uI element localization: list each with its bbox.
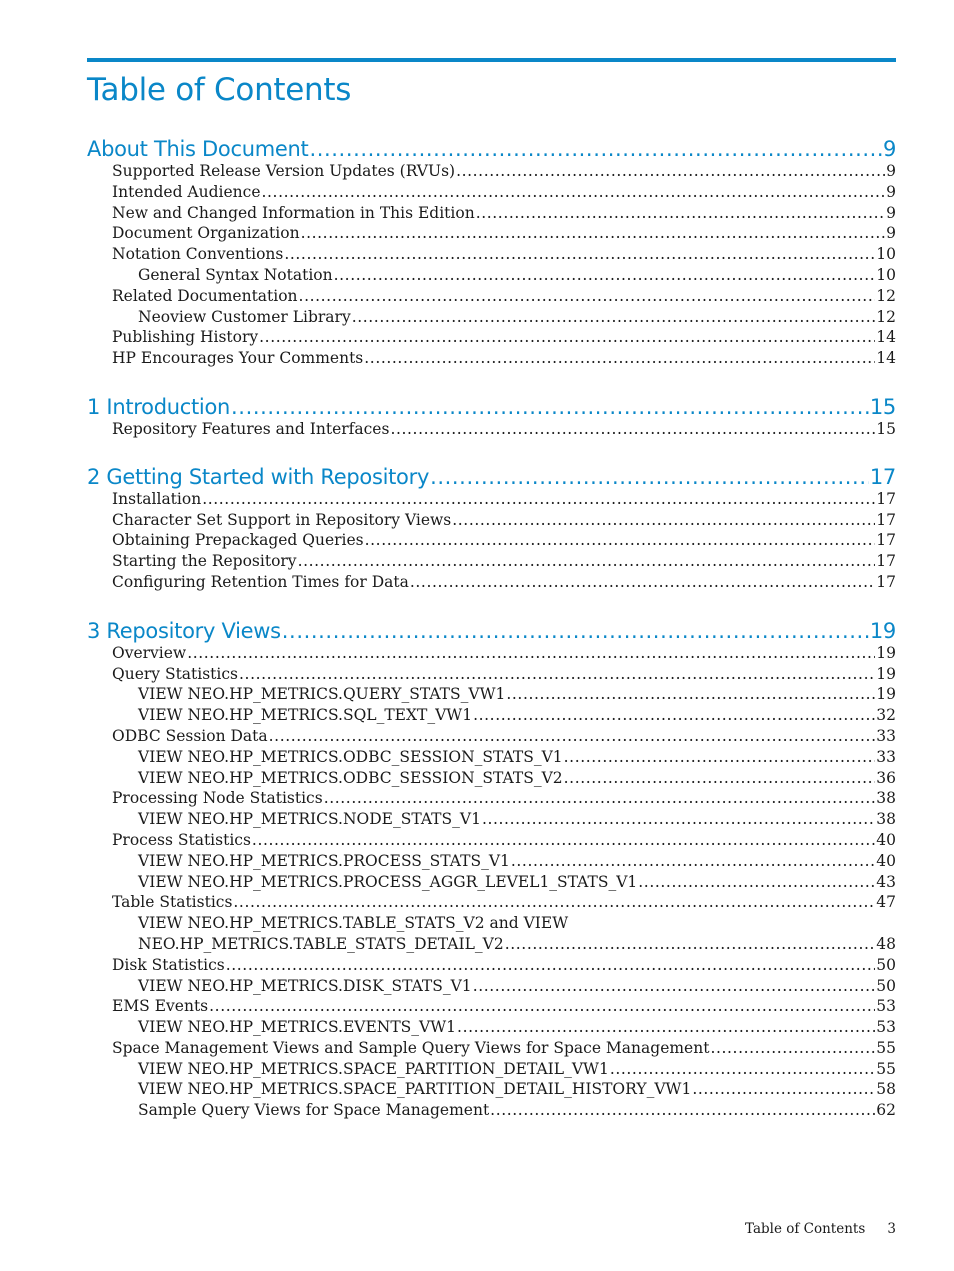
toc-entry-link[interactable] (87, 892, 896, 913)
dot-leader (252, 830, 875, 851)
entry-page-number: 33 (876, 726, 896, 745)
toc-entry-link[interactable] (87, 664, 896, 685)
entry-page-number: 47 (876, 893, 896, 912)
entry-title: Repository Features and Interfaces (112, 419, 390, 438)
dot-leader (301, 223, 886, 244)
entry-title: Installation (112, 489, 202, 508)
dot-leader (638, 872, 875, 893)
entry-title: VIEW NEO.HP_METRICS.SPACE_PARTITION_DETAIL_VW1 (138, 1059, 609, 1078)
toc-chapter-link[interactable] (87, 393, 896, 421)
entry-title: VIEW NEO.HP_METRICS.EVENTS_VW1 (138, 1018, 457, 1037)
toc-entry-link[interactable] (87, 223, 896, 244)
entry-page-number: 14 (876, 328, 896, 347)
entry-page-number: 53 (876, 997, 896, 1016)
toc-page (87, 58, 896, 1121)
toc-entry-link[interactable] (87, 1017, 896, 1038)
dot-leader (505, 934, 876, 955)
dot-leader (473, 705, 875, 726)
entry-page-number: 40 (876, 851, 896, 870)
dot-leader (259, 327, 875, 348)
entry-title: VIEW NEO.HP_METRICS.PROCESS_AGGR_LEVEL1_STATS_V1 (138, 872, 638, 891)
toc-entry-link[interactable] (87, 747, 896, 768)
entry-title: Configuring Retention Times for Data (112, 572, 409, 591)
entry-page-number: 38 (876, 789, 896, 808)
entry-page-number: 12 (876, 307, 896, 326)
toc-entry-link[interactable] (87, 913, 896, 934)
entry-page-number: 9 (886, 224, 896, 243)
dot-leader (506, 684, 875, 705)
dot-leader (456, 161, 885, 182)
dot-leader (457, 1017, 875, 1038)
entry-title: VIEW NEO.HP_METRICS.ODBC_SESSION_STATS_V2 (138, 768, 563, 787)
entry-title: Related Documentation (112, 286, 298, 305)
entry-title: VIEW NEO.HP_METRICS.NODE_STATS_V1 (138, 810, 481, 829)
toc-entry-link[interactable] (87, 203, 896, 224)
entry-title: HP Encourages Your Comments (112, 349, 364, 368)
entry-page-number: 48 (876, 934, 896, 953)
toc-entry-link[interactable] (87, 348, 896, 369)
dot-leader (262, 182, 886, 203)
toc-chapter-link[interactable] (87, 617, 896, 645)
toc-entry-link[interactable] (87, 976, 896, 997)
dot-leader (390, 419, 875, 440)
entry-title: VIEW NEO.HP_METRICS.SPACE_PARTITION_DETAIL_HISTORY_VW1 (138, 1080, 692, 1099)
entry-title: EMS Events (112, 997, 209, 1016)
entry-title: Processing Node Statistics (112, 789, 323, 808)
dot-leader (692, 1079, 875, 1100)
chapter-title: About This Document (87, 137, 309, 161)
entry-page-number: 58 (876, 1080, 896, 1099)
toc-entry-link[interactable] (87, 265, 896, 286)
dot-leader (231, 393, 869, 421)
toc-entry-link[interactable] (87, 572, 896, 593)
toc-entry-link[interactable] (87, 809, 896, 830)
entry-title: Document Organization (112, 224, 300, 243)
toc-entry-link[interactable] (87, 955, 896, 976)
dot-leader (511, 851, 875, 872)
toc-entry-link[interactable] (87, 830, 896, 851)
dot-leader (364, 348, 875, 369)
chapter-page-number: 17 (869, 464, 896, 489)
toc-entry-link[interactable] (87, 307, 896, 328)
dot-leader (334, 265, 876, 286)
entry-title: Space Management Views and Sample Query Views for Space Management (112, 1038, 710, 1057)
toc-entry-link[interactable] (87, 996, 896, 1017)
entry-page-number: 19 (876, 643, 896, 662)
entry-title: Overview (112, 643, 187, 662)
dot-leader (299, 286, 876, 307)
toc-list (87, 135, 896, 1121)
entry-title: Intended Audience (112, 182, 261, 201)
toc-entry-link[interactable] (87, 327, 896, 348)
toc-entry-link[interactable] (87, 684, 896, 705)
entry-page-number: 55 (876, 1038, 896, 1057)
dot-leader (239, 664, 875, 685)
entry-title: VIEW NEO.HP_METRICS.ODBC_SESSION_STATS_V1 (138, 747, 563, 766)
dot-leader (564, 768, 876, 789)
entry-title: VIEW NEO.HP_METRICS.DISK_STATS_V1 (138, 976, 472, 995)
entry-page-number: 50 (876, 976, 896, 995)
entry-title: Table Statistics (112, 893, 233, 912)
toc-entry-link[interactable] (87, 705, 896, 726)
toc-chapter-link[interactable] (87, 135, 896, 163)
entry-page-number: 50 (876, 955, 896, 974)
dot-leader (233, 892, 875, 913)
toc-entry-link[interactable] (87, 788, 896, 809)
entry-title: VIEW NEO.HP_METRICS.TABLE_STATS_V2 and VIEW (138, 914, 569, 933)
entry-title: VIEW NEO.HP_METRICS.SQL_TEXT_VW1 (138, 706, 473, 725)
page-title: Table of Contents (87, 72, 352, 108)
toc-entry-link[interactable] (87, 530, 896, 551)
dot-leader (226, 955, 876, 976)
entry-title: Sample Query Views for Space Management (138, 1101, 490, 1120)
entry-page-number: 17 (876, 489, 896, 508)
dot-leader (564, 747, 876, 768)
entry-page-number: 32 (876, 706, 896, 725)
dot-leader (365, 530, 876, 551)
entry-page-number: 12 (876, 286, 896, 305)
dot-leader (452, 510, 875, 531)
toc-entry-link[interactable] (87, 1079, 896, 1100)
header-rule (87, 58, 896, 62)
toc-entry-link[interactable] (87, 1038, 896, 1059)
chapter-page-number: 15 (869, 394, 896, 419)
entry-page-number: 43 (876, 872, 896, 891)
dot-leader (324, 788, 876, 809)
toc-entry-link[interactable] (87, 872, 896, 893)
dot-leader (309, 135, 881, 163)
toc-entry-link[interactable] (87, 1059, 896, 1080)
entry-title: Supported Release Version Updates (RVUs) (112, 162, 456, 180)
entry-page-number: 10 (876, 245, 896, 264)
entry-page-number: 17 (876, 572, 896, 591)
toc-entry-link[interactable] (87, 182, 896, 203)
entry-title: Process Statistics (112, 830, 251, 849)
entry-title: Publishing History (112, 328, 259, 347)
dot-leader (430, 463, 869, 491)
toc-entry-link[interactable] (87, 419, 896, 440)
footer-label: Table of Contents (745, 1221, 866, 1237)
dot-leader (482, 809, 875, 830)
chapter-title: 3 Repository Views (87, 618, 281, 643)
dot-leader (490, 1100, 875, 1121)
entry-page-number: 15 (876, 419, 896, 438)
toc-entry-link[interactable] (87, 244, 896, 265)
entry-page-number: 36 (876, 768, 896, 787)
entry-title: Notation Conventions (112, 245, 284, 264)
entry-page-number: 53 (876, 1018, 896, 1037)
toc-entry-link[interactable] (87, 551, 896, 572)
entry-title: ODBC Session Data (112, 726, 268, 745)
entry-page-number: 17 (876, 510, 896, 529)
entry-page-number: 19 (876, 664, 896, 683)
entry-title: Neoview Customer Library (138, 307, 351, 326)
entry-page-number: 19 (876, 685, 896, 704)
toc-entry-link[interactable] (87, 161, 896, 182)
entry-page-number: 9 (886, 182, 896, 201)
toc-entry-link[interactable] (87, 934, 896, 955)
footer-page-number: 3 (887, 1221, 896, 1237)
entry-page-number: 14 (876, 349, 896, 368)
dot-leader (352, 307, 876, 328)
entry-title: General Syntax Notation (138, 265, 333, 284)
toc-entry-link[interactable] (87, 851, 896, 872)
entry-title: Starting the Repository (112, 552, 297, 571)
page-footer (745, 1221, 896, 1237)
entry-page-number: 17 (876, 552, 896, 571)
dot-leader (410, 572, 875, 593)
entry-title: Obtaining Prepackaged Queries (112, 531, 364, 550)
chapter-page-number: 19 (869, 618, 896, 643)
toc-entry-link[interactable] (87, 489, 896, 510)
dot-leader (284, 244, 875, 265)
toc-chapter-link[interactable] (87, 463, 896, 491)
dot-leader (710, 1038, 875, 1059)
entry-page-number: 40 (876, 830, 896, 849)
dot-leader (473, 976, 876, 997)
entry-title: Disk Statistics (112, 955, 225, 974)
dot-leader (269, 726, 876, 747)
entry-title: NEO.HP_METRICS.TABLE_STATS_DETAIL_V2 (138, 934, 504, 953)
dot-leader (298, 551, 876, 572)
dot-leader (202, 489, 875, 510)
chapter-title: 1 Introduction (87, 394, 231, 419)
dot-leader (282, 617, 869, 645)
entry-title: VIEW NEO.HP_METRICS.PROCESS_STATS_V1 (138, 851, 510, 870)
entry-title: Character Set Support in Repository Views (112, 510, 452, 529)
entry-page-number: 33 (876, 747, 896, 766)
dot-leader (187, 643, 875, 664)
entry-title: VIEW NEO.HP_METRICS.QUERY_STATS_VW1 (138, 685, 506, 704)
toc-entry-link[interactable] (87, 286, 896, 307)
entry-page-number: 10 (876, 265, 896, 284)
entry-page-number: 17 (876, 531, 896, 550)
toc-entry-link[interactable] (87, 510, 896, 531)
entry-page-number: 55 (876, 1059, 896, 1078)
toc-entry-link[interactable] (87, 726, 896, 747)
dot-leader (209, 996, 875, 1017)
toc-entry-link[interactable] (87, 643, 896, 664)
chapter-title: 2 Getting Started with Repository (87, 464, 430, 489)
chapter-page-number: 9 (882, 137, 896, 161)
entry-title: New and Changed Information in This Edition (112, 203, 475, 222)
toc-entry-link[interactable] (87, 768, 896, 789)
entry-page-number: 38 (876, 810, 896, 829)
dot-leader (610, 1059, 875, 1080)
dot-leader (476, 203, 885, 224)
entry-title: Query Statistics (112, 664, 239, 683)
entry-page-number: 9 (886, 203, 896, 222)
toc-entry-link[interactable] (87, 1100, 896, 1121)
entry-page-number: 9 (886, 162, 896, 180)
entry-page-number: 62 (876, 1101, 896, 1120)
